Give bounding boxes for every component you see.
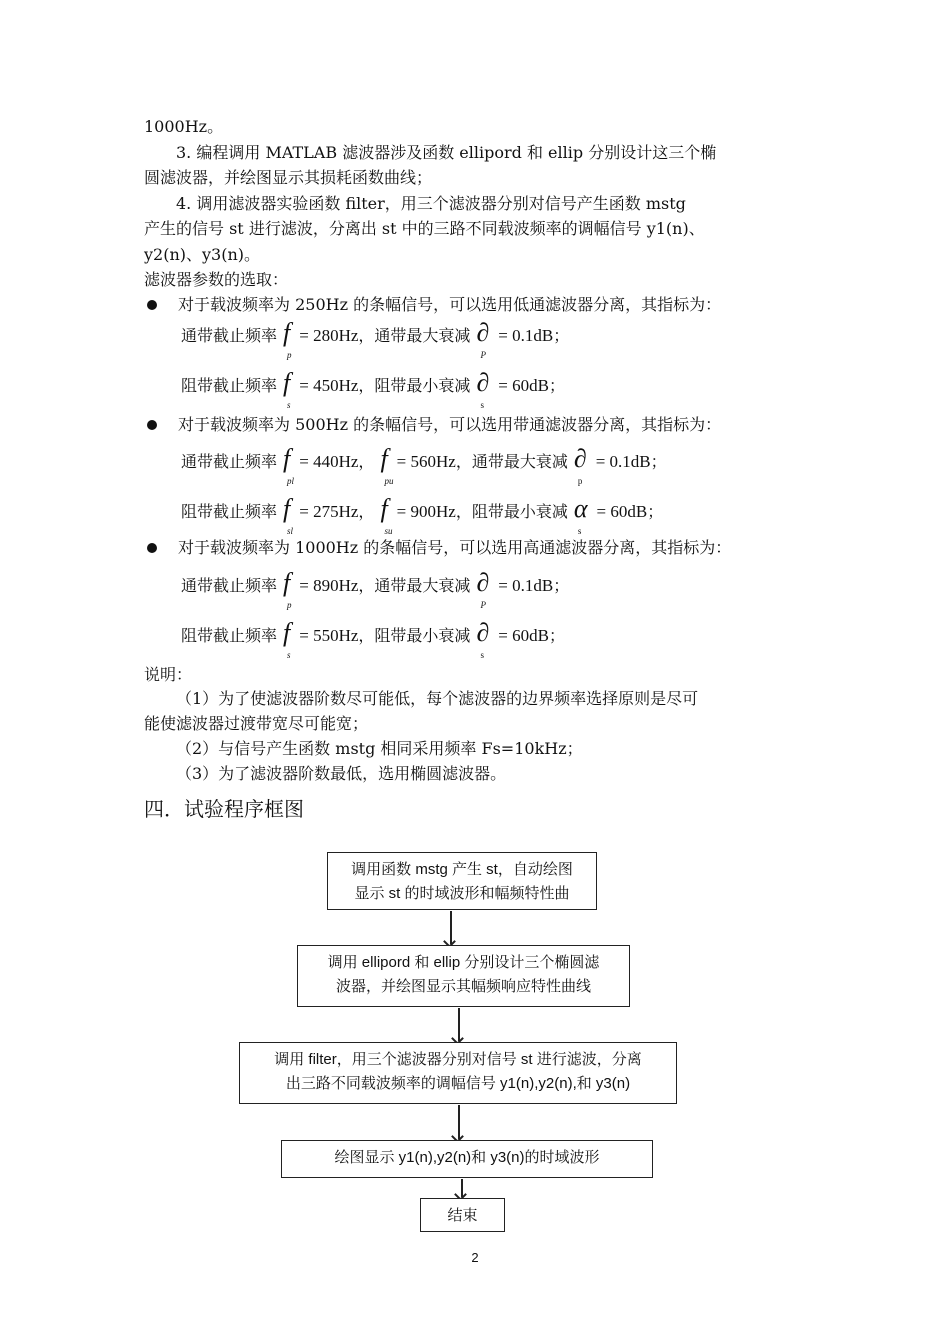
text-line: y2(n)、y3(n)。	[144, 245, 261, 264]
bandpass-stopband-spec: 阻带截止频率 f sl = 275Hz， f su = 900Hz，阻带最小衰减 α s = 60dB；	[181, 494, 664, 536]
lowpass-passband-spec: 通带截止频率 f p = 280Hz，通带最大衰减 ∂ P = 0.1dB；	[181, 318, 570, 360]
notes-title: 说明：	[144, 665, 193, 684]
bullet-icon	[147, 543, 157, 553]
highpass-passband-spec: 通带截止频率 f p = 890Hz，通带最大衰减 ∂ P = 0.1dB；	[181, 568, 570, 610]
flowchart-step-4: 绘图显示 y1(n),y2(n)和 y3(n)的时域波形	[281, 1140, 653, 1178]
text-line: 产生的信号 st 进行滤波，分离出 st 中的三路不同载波频率的调幅信号 y1(n)、	[144, 219, 705, 238]
note-item: 能使滤波器过渡带宽尽可能宽；	[144, 714, 369, 733]
lowpass-stopband-spec: 阻带截止频率 f s = 450Hz，阻带最小衰减 ∂ s = 60dB；	[181, 368, 565, 410]
bullet-icon	[147, 420, 157, 430]
flow-arrow-icon	[461, 1179, 463, 1197]
note-item: （3）为了滤波器阶数最低，选用椭圆滤波器。	[176, 764, 507, 783]
flow-arrow-icon	[458, 1008, 460, 1041]
text-line: 3. 编程调用 MATLAB 滤波器涉及函数 ellipord 和 ellip 分别设计这三个椭	[176, 143, 717, 162]
flowchart-step-3: 调用 filter，用三个滤波器分别对信号 st 进行滤波，分离 出三路不同载波频率的调幅信号 y1(n),y2(n),和 y3(n)	[239, 1042, 677, 1104]
note-item: （1）为了使滤波器阶数尽可能低，每个滤波器的边界频率选择原则是尽可	[176, 689, 699, 708]
highpass-stopband-spec: 阻带截止频率 f s = 550Hz，阻带最小衰减 ∂ s = 60dB；	[181, 618, 565, 660]
highpass-intro: 对于载波频率为 1000Hz 的条幅信号，可以选用高通滤波器分离，其指标为：	[178, 538, 732, 557]
text-line: 1000Hz。	[144, 117, 224, 136]
flow-arrow-icon	[450, 911, 452, 944]
text-line: 4. 调用滤波器实验函数 filter，用三个滤波器分别对信号产生函数 mstg	[176, 194, 686, 213]
bandpass-passband-spec: 通带截止频率 f pl = 440Hz， f pu = 560Hz，通带最大衰减 ∂ p = 0.1dB；	[181, 444, 667, 486]
flowchart-step-1: 调用函数 mstg 产生 st，自动绘图 显示 st 的时域波形和幅频特性曲	[327, 852, 597, 910]
section-heading: 四．试验程序框图	[144, 797, 304, 821]
flowchart-end: 结束	[420, 1198, 505, 1232]
bandpass-intro: 对于载波频率为 500Hz 的条幅信号，可以选用带通滤波器分离，其指标为：	[178, 415, 722, 434]
bullet-icon	[147, 300, 157, 310]
flow-arrow-icon	[458, 1105, 460, 1139]
text-line: 圆滤波器，并绘图显示其损耗函数曲线；	[144, 168, 433, 187]
flowchart-step-2: 调用 ellipord 和 ellip 分别设计三个椭圆滤 波器，并绘图显示其幅频响应特性曲线	[297, 945, 630, 1007]
page-number: 2	[471, 1250, 479, 1265]
lowpass-intro: 对于载波频率为 250Hz 的条幅信号，可以选用低通滤波器分离，其指标为：	[178, 295, 722, 314]
note-item: （2）与信号产生函数 mstg 相同采用频率 Fs=10kHz；	[176, 739, 583, 758]
text-line: 滤波器参数的选取：	[144, 270, 289, 289]
